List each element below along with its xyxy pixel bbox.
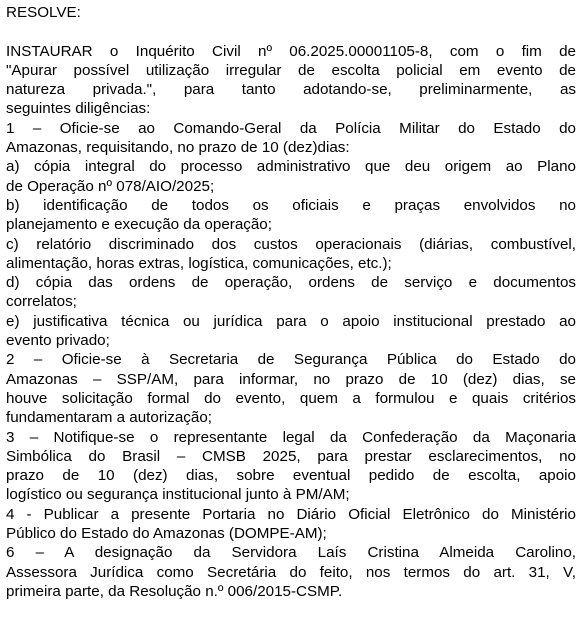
paragraph-item-1d [6, 273, 576, 312]
text-line: natureza privada.", para tanto adotando-se, preliminarmente, as [6, 81, 576, 99]
text-line: b) identificação de todos os oficiais e praças envolvidos no [6, 196, 576, 214]
text-line: fundamentaram a autorização; [6, 409, 212, 427]
text-line: 2 – Oficie-se à Secretaria de Segurança Pública do Estado do [6, 351, 576, 369]
paragraph-item-1a [6, 157, 576, 196]
text-line: alimentação, horas extras, logística, comunicações, etc.); [6, 254, 392, 272]
text-line: a) cópia integral do processo administrativo que deu origem ao Plano [6, 158, 576, 176]
text-line: 3 – Notifique-se o representante legal da Confederação da Maçonaria [6, 428, 576, 446]
text-line: evento privado; [6, 332, 110, 350]
blank-line [6, 22, 576, 41]
text-line: d) cópia das ordens de operação, ordens de serviço e documentos [6, 274, 576, 292]
section-heading: RESOLVE: [6, 4, 81, 21]
text-line: Público do Estado do Amazonas (DOMPE-AM); [6, 525, 327, 543]
text-line: de Operação nº 078/AIO/2025; [6, 177, 215, 195]
text-line: INSTAURAR o Inquérito Civil nº 06.2025.00001105-8, com o fim de [6, 42, 576, 60]
text-line: 1 – Oficie-se ao Comando-Geral da Polícia Militar do Estado do [6, 119, 576, 137]
text-line: Assessora Jurídica como Secretária do feito, nos termos do art. 31, V, [6, 563, 576, 581]
paragraph-list [6, 42, 576, 602]
text-line: seguintes diligências: [6, 100, 151, 118]
paragraph-item-3 [6, 428, 576, 505]
text-line: prazo de 10 (dez) dias, sobre eventual pedido de escolta, apoio [6, 467, 576, 485]
paragraph-item-1 [6, 119, 576, 158]
paragraph-instaurar [6, 42, 576, 119]
text-line: planejamento e execução da operação; [6, 216, 272, 234]
text-line: 4 - Publicar a presente Portaria no Diário Oficial Eletrônico do Ministério [6, 505, 576, 523]
text-line: e) justificativa técnica ou jurídica para o apoio institucional prestado ao [6, 312, 576, 330]
text-line: Amazonas – SSP/AM, para informar, no prazo de 10 (dez) dias, se [6, 370, 576, 388]
paragraph-item-6 [6, 543, 576, 601]
paragraph-item-1b [6, 196, 576, 235]
text-line: houve solicitação formal do evento, quem a formulou e quais critérios [6, 389, 576, 407]
paragraph-item-2 [6, 350, 576, 427]
text-line: Amazonas, requisitando, no prazo de 10 (dez)dias: [6, 139, 350, 157]
text-line: primeira parte, da Resolução n.º 006/2015-CSMP. [6, 582, 343, 600]
text-line: "Apurar possível utilização irregular de escolta policial em evento de [6, 61, 576, 79]
paragraph-item-1e [6, 312, 576, 351]
text-line: c) relatório discriminado dos custos operacionais (diárias, combustível, [6, 235, 576, 253]
text-line: logístico ou segurança institucional junto à PM/AM; [6, 486, 350, 504]
paragraph-item-1c [6, 235, 576, 274]
paragraph-item-4 [6, 505, 576, 544]
text-line: 6 – A designação da Servidora Laís Cristina Almeida Carolino, [6, 544, 576, 562]
text-line: Simbólica do Brasil – CMSB 2025, para prestar esclarecimentos, no [6, 447, 576, 465]
text-line: correlatos; [6, 293, 77, 311]
